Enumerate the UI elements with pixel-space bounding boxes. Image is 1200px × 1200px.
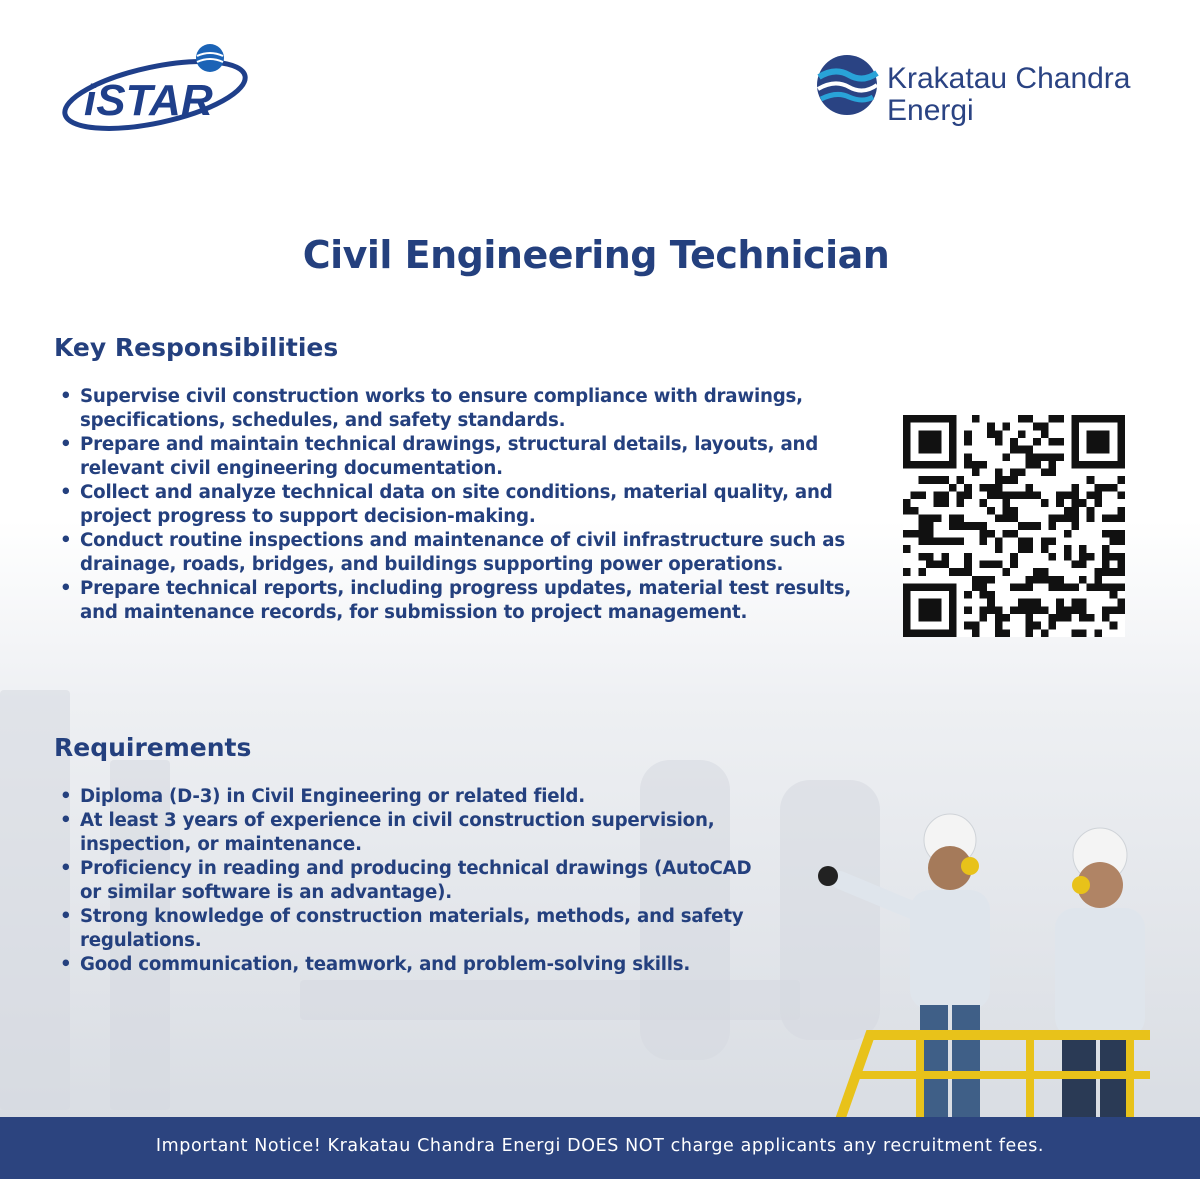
kce-logo-mark bbox=[815, 53, 879, 117]
list-item: • Collect and analyze technical data on site conditions, material quality, and project progress to support decision-making. bbox=[58, 481, 878, 529]
qr-code[interactable] bbox=[903, 415, 1125, 637]
bottom-strip bbox=[0, 1179, 1200, 1200]
job-title: Civil Engineering Technician bbox=[302, 233, 890, 277]
kce-logo-line2: Energi bbox=[887, 94, 974, 127]
list-item: • Conduct routine inspections and maintenance of civil infrastructure such as drainage, roads, bridges, and buildings supporting power operations. bbox=[58, 529, 878, 577]
requirements-list bbox=[58, 785, 778, 977]
list-item: • Prepare technical reports, including progress updates, material test results, and maintenance records, for submission to project management. bbox=[58, 577, 878, 625]
list-item: • Proficiency in reading and producing technical drawings (AutoCAD or similar software is an advantage). bbox=[58, 857, 778, 905]
istar-logo-text: iSTAR bbox=[84, 76, 213, 125]
responsibilities-list bbox=[58, 385, 878, 625]
requirements-heading: Requirements bbox=[54, 733, 252, 762]
istar-logo bbox=[60, 40, 250, 140]
list-item: • Strong knowledge of construction materials, methods, and safety regulations. bbox=[58, 905, 778, 953]
responsibilities-heading: Key Responsibilities bbox=[54, 333, 339, 362]
kce-logo bbox=[815, 45, 1155, 135]
list-item: • At least 3 years of experience in civil construction supervision, inspection, or maintenance. bbox=[58, 809, 778, 857]
notice-text: Important Notice! Krakatau Chandra Energi DOES NOT charge applicants any recruitment fees. bbox=[155, 1136, 1045, 1156]
kce-logo-line1: Krakatau Chandra bbox=[887, 62, 1131, 95]
list-item: • Supervise civil construction works to ensure compliance with drawings, specifications, schedules, and safety standards. bbox=[58, 385, 878, 433]
workers-photo bbox=[800, 690, 1200, 1120]
list-item: • Prepare and maintain technical drawings, structural details, layouts, and relevant civil engineering documentation. bbox=[58, 433, 878, 481]
notice-bar bbox=[0, 1117, 1200, 1179]
list-item: • Good communication, teamwork, and problem-solving skills. bbox=[58, 953, 778, 977]
list-item: • Diploma (D-3) in Civil Engineering or related field. bbox=[58, 785, 778, 809]
